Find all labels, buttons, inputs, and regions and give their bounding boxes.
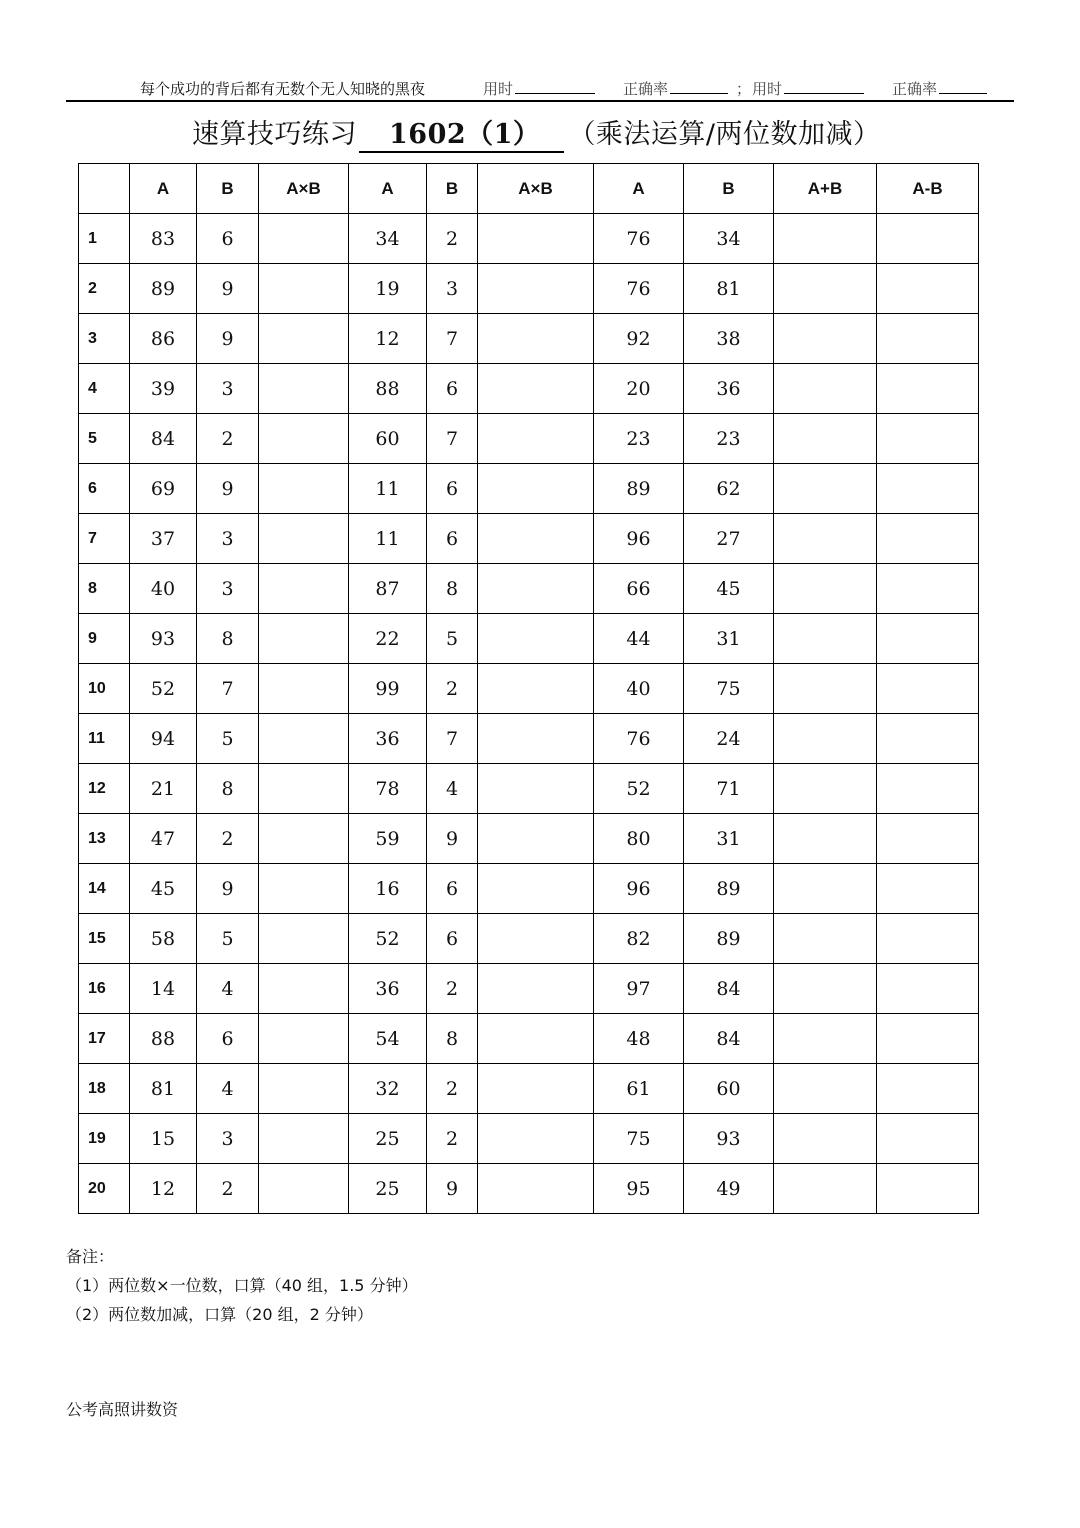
operand-cell: 48 [594, 1014, 684, 1064]
row-number: 20 [79, 1164, 130, 1214]
header-cell-product: A×B [478, 164, 594, 214]
operand-cell: 54 [349, 1014, 427, 1064]
answer-cell[interactable] [877, 364, 979, 414]
operand-cell: 69 [130, 464, 197, 514]
answer-cell[interactable] [774, 414, 877, 464]
operand-cell: 2 [197, 1164, 259, 1214]
header-cell-difference: A-B [877, 164, 979, 214]
footer-text: 公考高照讲数资 [66, 1400, 179, 1419]
answer-cell[interactable] [259, 514, 349, 564]
answer-cell[interactable] [478, 464, 594, 514]
operand-cell: 2 [427, 664, 478, 714]
header-cell-b: B [197, 164, 259, 214]
operand-cell: 9 [427, 814, 478, 864]
operand-cell: 82 [594, 914, 684, 964]
notes-label: 备注： [66, 1247, 115, 1266]
answer-cell[interactable] [774, 1014, 877, 1064]
operand-cell: 12 [130, 1164, 197, 1214]
answer-cell[interactable] [877, 514, 979, 564]
answer-cell[interactable] [478, 614, 594, 664]
accuracy-blank-2[interactable] [939, 79, 987, 94]
operand-cell: 9 [197, 264, 259, 314]
operand-cell: 81 [130, 1064, 197, 1114]
operand-cell: 47 [130, 814, 197, 864]
operand-cell: 5 [197, 914, 259, 964]
header-cell-a: A [594, 164, 684, 214]
table-row [79, 714, 979, 764]
table-row [79, 364, 979, 414]
answer-cell[interactable] [478, 214, 594, 264]
row-number: 1 [79, 214, 130, 264]
row-number: 4 [79, 364, 130, 414]
title-prefix: 速算技巧练习 [192, 119, 357, 150]
operand-cell: 88 [130, 1014, 197, 1064]
table-row [79, 1164, 979, 1214]
operand-cell: 9 [427, 1164, 478, 1214]
answer-cell[interactable] [774, 464, 877, 514]
operand-cell: 2 [427, 964, 478, 1014]
operand-cell: 22 [349, 614, 427, 664]
operand-cell: 49 [684, 1164, 774, 1214]
operand-cell: 81 [684, 264, 774, 314]
answer-cell[interactable] [259, 964, 349, 1014]
operand-cell: 45 [130, 864, 197, 914]
table-row [79, 314, 979, 364]
operand-cell: 84 [684, 964, 774, 1014]
operand-cell: 6 [427, 514, 478, 564]
operand-cell: 89 [594, 464, 684, 514]
operand-cell: 6 [427, 364, 478, 414]
operand-cell: 37 [130, 514, 197, 564]
operand-cell: 92 [594, 314, 684, 364]
header-cell-product: A×B [259, 164, 349, 214]
operand-cell: 52 [594, 764, 684, 814]
answer-cell[interactable] [478, 964, 594, 1014]
operand-cell: 7 [427, 314, 478, 364]
operand-cell: 76 [594, 264, 684, 314]
operand-cell: 31 [684, 614, 774, 664]
operand-cell: 14 [130, 964, 197, 1014]
operand-cell: 66 [594, 564, 684, 614]
operand-cell: 8 [427, 1014, 478, 1064]
answer-cell[interactable] [259, 1064, 349, 1114]
operand-cell: 58 [130, 914, 197, 964]
operand-cell: 4 [427, 764, 478, 814]
table-body [79, 214, 979, 1214]
operand-cell: 52 [349, 914, 427, 964]
row-number: 19 [79, 1114, 130, 1164]
answer-cell[interactable] [774, 764, 877, 814]
answer-cell[interactable] [478, 514, 594, 564]
time-blank-2[interactable] [784, 79, 864, 94]
answer-cell[interactable] [478, 414, 594, 464]
operand-cell: 45 [684, 564, 774, 614]
operand-cell: 71 [684, 764, 774, 814]
operand-cell: 11 [349, 514, 427, 564]
table-row [79, 914, 979, 964]
operand-cell: 40 [130, 564, 197, 614]
table-row [79, 464, 979, 514]
title-suffix: （乘法运算/两位数加减） [568, 119, 881, 150]
answer-cell[interactable] [774, 714, 877, 764]
answer-cell[interactable] [774, 364, 877, 414]
row-number: 10 [79, 664, 130, 714]
operand-cell: 93 [684, 1114, 774, 1164]
answer-cell[interactable] [877, 314, 979, 364]
answer-cell[interactable] [478, 714, 594, 764]
operand-cell: 75 [684, 664, 774, 714]
row-number: 13 [79, 814, 130, 864]
answer-cell[interactable] [877, 1014, 979, 1064]
operand-cell: 89 [130, 264, 197, 314]
answer-cell[interactable] [774, 864, 877, 914]
row-number: 9 [79, 614, 130, 664]
table-row [79, 814, 979, 864]
table-row [79, 1114, 979, 1164]
operand-cell: 93 [130, 614, 197, 664]
answer-cell[interactable] [774, 564, 877, 614]
accuracy-label-1: 正确率 [623, 80, 669, 98]
operand-cell: 97 [594, 964, 684, 1014]
row-number: 2 [79, 264, 130, 314]
operand-cell: 25 [349, 1164, 427, 1214]
operand-cell: 9 [197, 464, 259, 514]
row-number: 6 [79, 464, 130, 514]
answer-cell[interactable] [259, 214, 349, 264]
answer-cell[interactable] [478, 764, 594, 814]
row-number: 3 [79, 314, 130, 364]
answer-cell[interactable] [877, 214, 979, 264]
answer-cell[interactable] [259, 814, 349, 864]
operand-cell: 3 [197, 514, 259, 564]
row-number: 18 [79, 1064, 130, 1114]
operand-cell: 15 [130, 1114, 197, 1164]
operand-cell: 88 [349, 364, 427, 414]
answer-cell[interactable] [259, 914, 349, 964]
answer-cell[interactable] [774, 664, 877, 714]
operand-cell: 76 [594, 714, 684, 764]
answer-cell[interactable] [259, 464, 349, 514]
table-row [79, 964, 979, 1014]
operand-cell: 19 [349, 264, 427, 314]
operand-cell: 12 [349, 314, 427, 364]
answer-cell[interactable] [259, 614, 349, 664]
operand-cell: 86 [130, 314, 197, 364]
time-blank-1[interactable] [515, 79, 595, 94]
answer-cell[interactable] [877, 864, 979, 914]
answer-cell[interactable] [478, 1064, 594, 1114]
row-number: 7 [79, 514, 130, 564]
answer-cell[interactable] [774, 1114, 877, 1164]
header-cell-b: B [427, 164, 478, 214]
time-field-1 [483, 78, 595, 99]
answer-cell[interactable] [877, 414, 979, 464]
operand-cell: 44 [594, 614, 684, 664]
operand-cell: 36 [349, 714, 427, 764]
operand-cell: 84 [130, 414, 197, 464]
answer-cell[interactable] [259, 664, 349, 714]
operand-cell: 2 [427, 214, 478, 264]
row-number: 16 [79, 964, 130, 1014]
accuracy-field-2 [892, 78, 987, 99]
operand-cell: 5 [427, 614, 478, 664]
operand-cell: 23 [684, 414, 774, 464]
table-row [79, 564, 979, 614]
operand-cell: 6 [197, 1014, 259, 1064]
separator: ； [736, 80, 752, 98]
answer-cell[interactable] [259, 414, 349, 464]
operand-cell: 31 [684, 814, 774, 864]
answer-cell[interactable] [774, 264, 877, 314]
answer-cell[interactable] [774, 1064, 877, 1114]
answer-cell[interactable] [877, 1164, 979, 1214]
operand-cell: 87 [349, 564, 427, 614]
operand-cell: 94 [130, 714, 197, 764]
operand-cell: 52 [130, 664, 197, 714]
answer-cell[interactable] [877, 1114, 979, 1164]
operand-cell: 6 [427, 464, 478, 514]
operand-cell: 99 [349, 664, 427, 714]
answer-cell[interactable] [259, 314, 349, 364]
operand-cell: 4 [197, 964, 259, 1014]
operand-cell: 78 [349, 764, 427, 814]
answer-cell[interactable] [774, 914, 877, 964]
operand-cell: 60 [684, 1064, 774, 1114]
answer-cell[interactable] [259, 864, 349, 914]
table-row [79, 1064, 979, 1114]
operand-cell: 32 [349, 1064, 427, 1114]
answer-cell[interactable] [478, 864, 594, 914]
answer-cell[interactable] [259, 364, 349, 414]
operand-cell: 7 [427, 414, 478, 464]
time-label-1: 用时 [483, 80, 514, 98]
table-row [79, 264, 979, 314]
answer-cell[interactable] [774, 1164, 877, 1214]
operand-cell: 62 [684, 464, 774, 514]
row-number: 15 [79, 914, 130, 964]
operand-cell: 84 [684, 1014, 774, 1064]
operand-cell: 24 [684, 714, 774, 764]
operand-cell: 60 [349, 414, 427, 464]
operand-cell: 83 [130, 214, 197, 264]
accuracy-field-1 [623, 78, 728, 99]
operand-cell: 3 [197, 1114, 259, 1164]
operand-cell: 61 [594, 1064, 684, 1114]
operand-cell: 9 [197, 864, 259, 914]
table-row [79, 764, 979, 814]
table-row [79, 514, 979, 564]
table-row [79, 214, 979, 264]
operand-cell: 2 [197, 814, 259, 864]
practice-table [78, 163, 979, 1214]
answer-cell[interactable] [877, 714, 979, 764]
answer-cell[interactable] [877, 764, 979, 814]
operand-cell: 8 [197, 614, 259, 664]
operand-cell: 2 [197, 414, 259, 464]
operand-cell: 3 [197, 364, 259, 414]
answer-cell[interactable] [259, 764, 349, 814]
answer-cell[interactable] [774, 614, 877, 664]
answer-cell[interactable] [774, 214, 877, 264]
note-line-2: （2）两位数加减，口算（20 组，2 分钟） [66, 1305, 373, 1324]
accuracy-label-2: 正确率 [892, 80, 938, 98]
row-number: 12 [79, 764, 130, 814]
note-line-1: （1）两位数×一位数，口算（40 组，1.5 分钟） [66, 1276, 418, 1295]
operand-cell: 6 [427, 864, 478, 914]
answer-cell[interactable] [877, 564, 979, 614]
operand-cell: 6 [427, 914, 478, 964]
operand-cell: 40 [594, 664, 684, 714]
header-cell-sum: A+B [774, 164, 877, 214]
answer-cell[interactable] [877, 1064, 979, 1114]
operand-cell: 5 [197, 714, 259, 764]
answer-cell[interactable] [478, 564, 594, 614]
table-row [79, 664, 979, 714]
answer-cell[interactable] [774, 814, 877, 864]
operand-cell: 11 [349, 464, 427, 514]
answer-cell[interactable] [478, 1114, 594, 1164]
header-cell-a: A [349, 164, 427, 214]
answer-cell[interactable] [877, 664, 979, 714]
row-number: 14 [79, 864, 130, 914]
answer-cell[interactable] [478, 364, 594, 414]
page-header [66, 76, 1014, 102]
table-row [79, 614, 979, 664]
table-row [79, 864, 979, 914]
operand-cell: 36 [684, 364, 774, 414]
operand-cell: 36 [349, 964, 427, 1014]
page-title [192, 112, 881, 153]
answer-cell[interactable] [478, 664, 594, 714]
operand-cell: 20 [594, 364, 684, 414]
answer-cell[interactable] [259, 714, 349, 764]
operand-cell: 2 [427, 1064, 478, 1114]
operand-cell: 89 [684, 864, 774, 914]
answer-cell[interactable] [259, 1114, 349, 1164]
answer-cell[interactable] [478, 1164, 594, 1214]
operand-cell: 8 [197, 764, 259, 814]
operand-cell: 27 [684, 514, 774, 564]
operand-cell: 16 [349, 864, 427, 914]
operand-cell: 96 [594, 864, 684, 914]
operand-cell: 76 [594, 214, 684, 264]
answer-cell[interactable] [478, 314, 594, 364]
header-cell-a: A [130, 164, 197, 214]
answer-cell[interactable] [478, 914, 594, 964]
notes-section [66, 1242, 418, 1329]
time-field-2 [752, 78, 864, 99]
header-cell-index [79, 164, 130, 214]
operand-cell: 89 [684, 914, 774, 964]
operand-cell: 38 [684, 314, 774, 364]
operand-cell: 34 [349, 214, 427, 264]
operand-cell: 8 [427, 564, 478, 614]
answer-cell[interactable] [877, 264, 979, 314]
operand-cell: 9 [197, 314, 259, 364]
row-number: 17 [79, 1014, 130, 1064]
operand-cell: 75 [594, 1114, 684, 1164]
operand-cell: 96 [594, 514, 684, 564]
operand-cell: 80 [594, 814, 684, 864]
title-code: 1602（1） [359, 112, 564, 153]
header-cell-b: B [684, 164, 774, 214]
answer-cell[interactable] [259, 264, 349, 314]
row-number: 11 [79, 714, 130, 764]
answer-cell[interactable] [774, 514, 877, 564]
header-row [79, 164, 979, 214]
operand-cell: 39 [130, 364, 197, 414]
operand-cell: 4 [197, 1064, 259, 1114]
motto-text: 每个成功的背后都有无数个无人知晓的黑夜 [140, 80, 426, 98]
operand-cell: 59 [349, 814, 427, 864]
answer-cell[interactable] [877, 814, 979, 864]
table-row [79, 414, 979, 464]
operand-cell: 21 [130, 764, 197, 814]
time-label-2: 用时 [752, 80, 783, 98]
row-number: 5 [79, 414, 130, 464]
operand-cell: 3 [427, 264, 478, 314]
accuracy-blank-1[interactable] [670, 79, 728, 94]
operand-cell: 23 [594, 414, 684, 464]
answer-cell[interactable] [478, 264, 594, 314]
answer-cell[interactable] [259, 564, 349, 614]
operand-cell: 7 [427, 714, 478, 764]
operand-cell: 7 [197, 664, 259, 714]
row-number: 8 [79, 564, 130, 614]
operand-cell: 25 [349, 1114, 427, 1164]
answer-cell[interactable] [877, 464, 979, 514]
answer-cell[interactable] [478, 814, 594, 864]
operand-cell: 2 [427, 1114, 478, 1164]
answer-cell[interactable] [478, 1014, 594, 1064]
operand-cell: 3 [197, 564, 259, 614]
operand-cell: 34 [684, 214, 774, 264]
answer-cell[interactable] [259, 1014, 349, 1064]
table-row [79, 1014, 979, 1064]
operand-cell: 95 [594, 1164, 684, 1214]
operand-cell: 6 [197, 214, 259, 264]
answer-cell[interactable] [877, 914, 979, 964]
answer-cell[interactable] [259, 1164, 349, 1214]
answer-cell[interactable] [774, 314, 877, 364]
answer-cell[interactable] [774, 964, 877, 1014]
answer-cell[interactable] [877, 614, 979, 664]
answer-cell[interactable] [877, 964, 979, 1014]
